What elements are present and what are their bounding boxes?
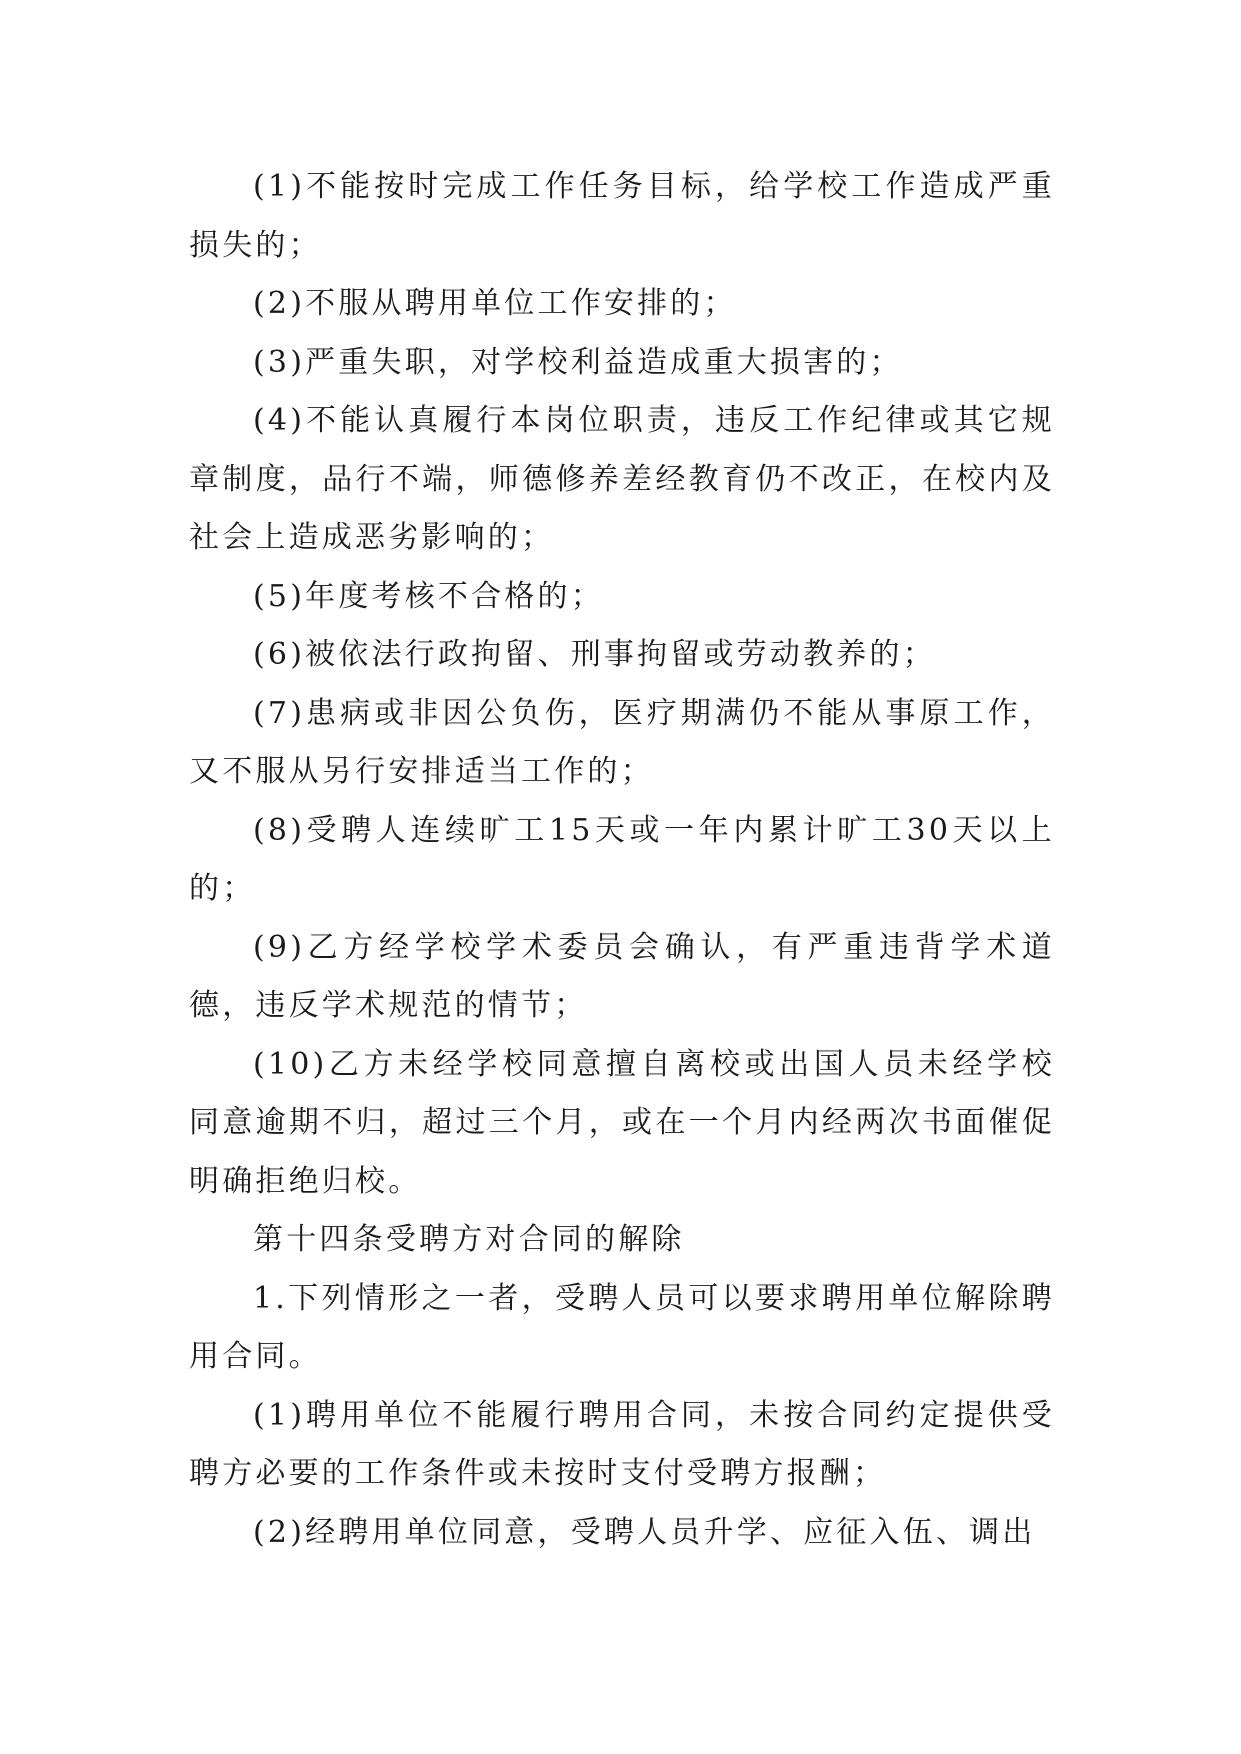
clause-item-4: (4)不能认真履行本岗位职责，违反工作纪律或其它规章制度，品行不端，师德修养差经教育仍不改正，在校内及社会上造成恶劣影响的； bbox=[189, 403, 1055, 555]
clause-item-2: (2)不服从聘用单位工作安排的； bbox=[253, 286, 737, 321]
clause-item-1: (1)不能按时完成工作任务目标，给学校工作造成严重损失的； bbox=[189, 169, 1055, 263]
termination-item-1: (1)聘用单位不能履行聘用合同，未按合同约定提供受聘方必要的工作条件或未按时支付受聘方报酬； bbox=[189, 1397, 1055, 1491]
document-body bbox=[189, 158, 1055, 1562]
section-intro: 1.下列情形之一者，受聘人员可以要求聘用单位解除聘用合同。 bbox=[189, 1280, 1055, 1374]
clause-item-3: (3)严重失职，对学校利益造成重大损害的； bbox=[253, 344, 903, 380]
clause-item-7: (7)患病或非因公负伤，医疗期满仍不能从事原工作，又不服从另行安排适当工作的； bbox=[189, 695, 1055, 789]
clause-item-10: (10)乙方未经学校同意擅自离校或出国人员未经学校同意逾期不归，超过三个月，或在一个月内经两次书面催促明确拒绝归校。 bbox=[189, 1046, 1055, 1199]
termination-item-2: (2)经聘用单位同意，受聘人员升学、应征入伍、调出 bbox=[253, 1514, 1036, 1550]
clause-item-8: (8)受聘人连续旷工15天或一年内累计旷工30天以上的； bbox=[189, 812, 1055, 906]
clause-item-5: (5)年度考核不合格的； bbox=[253, 578, 604, 614]
clause-item-6: (6)被依法行政拘留、刑事拘留或劳动教养的； bbox=[253, 637, 936, 672]
clause-item-9: (9)乙方经学校学术委员会确认，有严重违背学术道德，违反学术规范的情节； bbox=[189, 929, 1055, 1023]
article-heading: 第十四条受聘方对合同的解除 bbox=[253, 1222, 685, 1257]
